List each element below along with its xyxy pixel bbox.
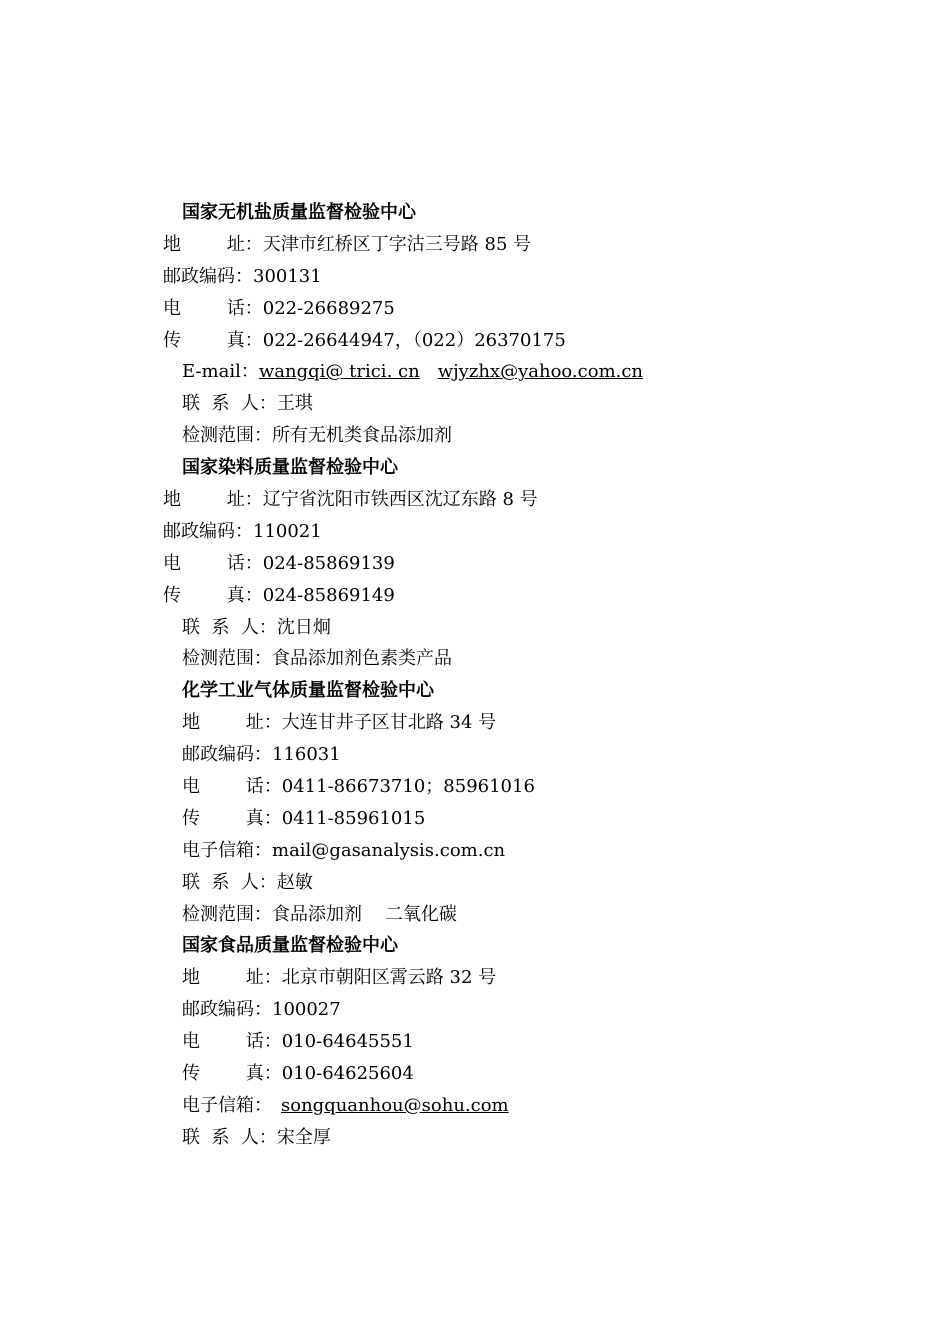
phone-line — [0, 771, 950, 803]
contact-value: 王琪 — [276, 393, 313, 415]
contact-label: 联 系 人： — [182, 871, 277, 893]
phone-line — [0, 293, 950, 325]
fax-label: 传 真： — [163, 584, 263, 606]
fax-value: 0411-85961015 — [281, 807, 426, 829]
phone-value: 010-64645551 — [281, 1031, 414, 1053]
postcode-label: 邮政编码： — [163, 265, 253, 287]
phone-value: 0411-86673710；85961016 — [281, 776, 535, 798]
center-title: 国家食品质量监督检验中心 — [182, 935, 398, 957]
address-value: 大连甘井子区甘北路 34 号 — [281, 712, 497, 734]
contact-line — [0, 867, 950, 899]
email-line — [0, 356, 950, 388]
contact-label: 联 系 人： — [182, 1126, 277, 1148]
postcode-line — [0, 739, 950, 771]
contact-value: 宋全厚 — [276, 1126, 331, 1148]
address-line — [0, 229, 950, 261]
postcode-label: 邮政编码： — [163, 520, 253, 542]
contact-line — [0, 1122, 950, 1154]
email-link-secondary[interactable]: wjyzhx@yahoo.com.cn — [437, 361, 644, 383]
email-link[interactable]: wangqi@ trici. cn — [258, 361, 420, 383]
address-label: 地 址： — [163, 233, 263, 255]
address-line — [0, 962, 950, 994]
phone-value: 024-85869139 — [262, 552, 395, 574]
contact-label: 联 系 人： — [182, 393, 277, 415]
scope-label: 检测范围： — [182, 903, 272, 925]
document-page — [0, 197, 950, 1154]
contact-value: 沈日炯 — [276, 616, 331, 638]
scope-line — [0, 420, 950, 452]
scope-label: 检测范围： — [182, 648, 272, 670]
email-label: 电子信箱： — [182, 1094, 272, 1116]
phone-label: 电 话： — [182, 1031, 282, 1053]
scope-label: 检测范围： — [182, 425, 272, 447]
center-title: 国家无机盐质量监督检验中心 — [182, 202, 416, 223]
postcode-label: 邮政编码： — [182, 999, 272, 1021]
fax-line — [0, 580, 950, 612]
phone-label: 电 话： — [163, 552, 263, 574]
email-line — [0, 835, 950, 867]
email-label: E-mail： — [182, 361, 259, 383]
scope-value: 所有无机类食品添加剂 — [272, 425, 452, 447]
contact-label: 联 系 人： — [182, 616, 277, 638]
fax-value: 010-64625604 — [281, 1063, 414, 1085]
fax-value: 022-26644947，（022）26370175 — [262, 329, 566, 351]
center-title: 国家染料质量监督检验中心 — [182, 457, 398, 479]
postcode-value: 116031 — [272, 744, 341, 766]
fax-line — [0, 1058, 950, 1090]
postcode-line — [0, 994, 950, 1026]
phone-value: 022-26689275 — [262, 297, 395, 319]
fax-line — [0, 803, 950, 835]
address-line — [0, 484, 950, 516]
fax-value: 024-85869149 — [262, 584, 395, 606]
postcode-value: 110021 — [253, 520, 322, 542]
contact-value: 赵敏 — [276, 871, 313, 893]
email-line — [0, 1090, 950, 1122]
email-label: 电子信箱： — [182, 839, 272, 861]
fax-line — [0, 325, 950, 357]
postcode-value: 100027 — [272, 999, 341, 1021]
address-line — [0, 707, 950, 739]
address-value: 天津市红桥区丁字沽三号路 85 号 — [262, 233, 532, 255]
fax-label: 传 真： — [163, 329, 263, 351]
postcode-value: 300131 — [253, 265, 322, 287]
postcode-line — [0, 516, 950, 548]
center-title: 化学工业气体质量监督检验中心 — [182, 680, 434, 702]
scope-line — [0, 643, 950, 675]
postcode-label: 邮政编码： — [182, 744, 272, 766]
contact-line — [0, 388, 950, 420]
phone-label: 电 话： — [182, 776, 282, 798]
fax-label: 传 真： — [182, 807, 282, 829]
email-link[interactable]: songquanhou@sohu.com — [281, 1094, 509, 1116]
phone-line — [0, 548, 950, 580]
address-value: 辽宁省沈阳市铁西区沈辽东路 8 号 — [262, 489, 538, 511]
contact-line — [0, 612, 950, 644]
scope-value: 食品添加剂 二氧化碳 — [272, 903, 457, 925]
fax-label: 传 真： — [182, 1063, 282, 1085]
address-label: 地 址： — [163, 489, 263, 511]
scope-value: 食品添加剂色素类产品 — [272, 648, 452, 670]
postcode-line — [0, 261, 950, 293]
address-label: 地 址： — [182, 967, 282, 989]
address-value: 北京市朝阳区霄云路 32 号 — [281, 967, 497, 989]
scope-line — [0, 899, 950, 931]
email-value: mail@gasanalysis.com.cn — [272, 839, 506, 861]
address-label: 地 址： — [182, 712, 282, 734]
phone-label: 电 话： — [163, 297, 263, 319]
phone-line — [0, 1026, 950, 1058]
